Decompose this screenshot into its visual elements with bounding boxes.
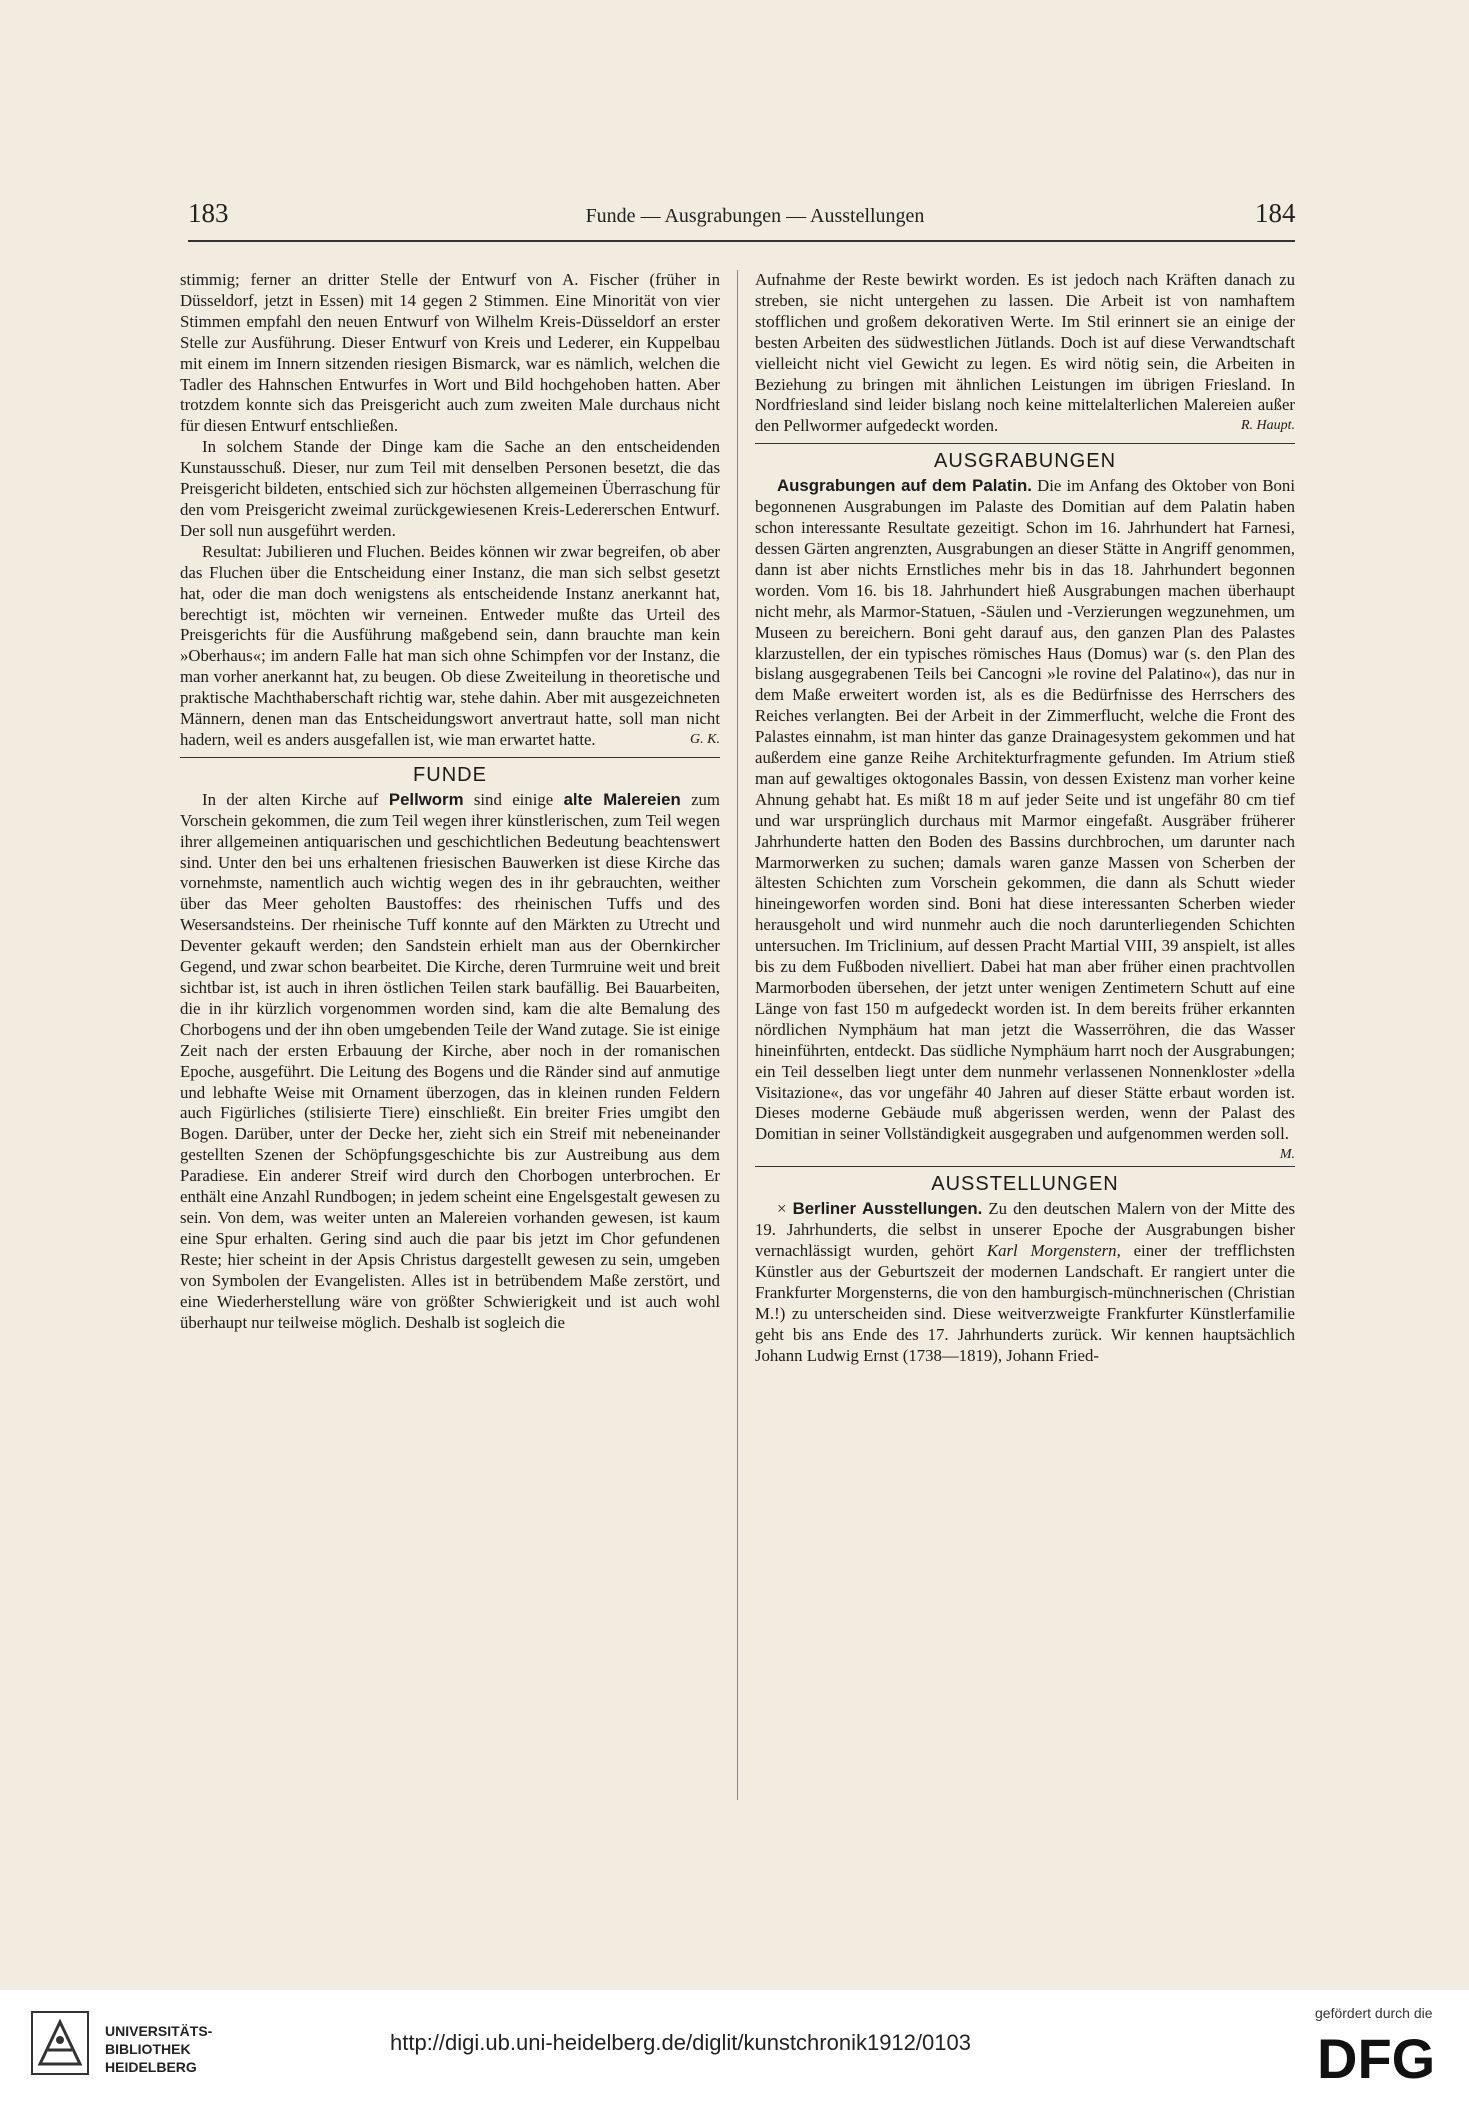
section-title-ausgrabungen: AUSGRABUNGEN <box>933 450 1117 473</box>
paragraph <box>180 542 720 751</box>
author-signature: M. <box>1279 1147 1295 1163</box>
page-number-left: 183 <box>188 198 229 228</box>
text: zum Vorschein gekommen, die zum Teil wegen ihrer künstlerischen, zum Teil wegen ihrer allgemeinen antiquarischen und geschichtlichen Bedeutung beachtenswert sind. Unter den bei uns erhaltenen friesischen Bauwerken ist diese Kirche das vornehmste, namentlich auch wichtig wegen des in ihr gebrauchten, weither über das Meer geholten Baustoffes: des rheinischen Tuffs und des Wesersandsteins. Der rheinische Tuff konnte auf den Märkten zu Utrecht und Deventer gekauft werden; den Sandstein erhielt man aus der Obernkircher Gegend, und zwar schon bearbeitet. Die Kirche, deren Turmruine weit und breit sichtbar ist, ist auch in ihren östlichen Teilen stark baufällig. Bei Bauarbeiten, die in ihr kürzlich vorgenommen worden sind, kam die alte Bemalung des Chorbogens und der ihn oben umgebenden Teile der Wand zutage. Sie ist einige Zeit nach der ersten Erbauung der Kirche, aber noch in der romanischen Epoche, ausgeführt. Die Leitung des Bogens und die Ränder sind auf anmutige und lebhafte Weise mit Ornament überzogen, das in kleinen runden Feldern auch Figürliches (stilisierte Tiere) einschließt. Ein breiter Fries umgibt den Bogen. Darüber, unter der Decke her, zieht sich ein Streif mit nebeneinander gestellten Szenen der Schöpfungsgeschichte bis zur Austreibung aus dem Paradiese. Ein anderer Streif wird durch den Chorbogen unterbrochen. Er enthält eine Anzahl Rundbogen; in jedem scheint eine Engelsgestalt gewesen zu sein. Von dem, was weiter unten an Malereien vorhanden gewesen, ist kaum eine Spur erhalten. Gering sind auch die paar bis jetzt im Chor gefundenen Reste; hier scheint in der Apsis Christus dargestellt gewesen zu sein, umgeben von Symbolen der Evangelisten. Alles ist in betrübendem Maße zerstört, und eine Wiederherstellung wäre von größter Schwierigkeit und ist auch wohl überhaupt nur teilweise möglich. Deshalb ist sogleich die <box>180 789 720 1332</box>
running-title: Funde — Ausgrabungen — Ausstellungen <box>585 205 925 227</box>
paragraph <box>755 1199 1295 1366</box>
paragraph: In solchem Stande der Dinge kam die Sache an den entscheidenden Kunstausschuß. Dieser, nur zum Teil mit denselben Personen besetzt, die das Preisgericht bildeten, entschied sich zur höchsten allgemeinen Überraschung für den vom Preisgericht zweimal zurückgewiesenen Kreis-Ledererschen Entwurf. Der soll nun ausgeführt werden. <box>180 437 720 540</box>
column-rule <box>737 270 738 1800</box>
library-name-line: UNIVERSITÄTS- <box>105 2023 213 2039</box>
paragraph <box>755 476 1295 1163</box>
text: Zu den deutschen Malern von der Mitte des 19. Jahrhunderts, die selbst in unserer Epoche der Ausgrabungen bisher vernachlässigt wurden, gehört <box>755 1199 1295 1260</box>
article-heading: Berliner Ausstellungen. <box>792 1199 983 1219</box>
keyword: alte Malereien <box>563 789 681 809</box>
section-title-ausstellungen: AUSSTELLUNGEN <box>931 1173 1119 1196</box>
text: sind einige <box>473 789 554 809</box>
author-signature: R. Haupt. <box>1240 418 1295 434</box>
text: In der alten Kirche auf <box>202 789 379 809</box>
funded-by-label: gefördert durch die <box>1315 2005 1433 2021</box>
text: einer der trefflichsten Künstler aus der Geburtszeit der modernen Landschaft. Er rangiert unter die Frankfurter Morgensterns, die von den hamburgisch-münchnerischen (Christian M.!) zu unterscheiden sind. Diese weitverzweigte Frankfurter Künstlerfamilie geht bis ans Ende des 17. Jahrhunderts zurück. Wir kennen hauptsächlich Johann Ludwig Ernst (1738—1819), Johann Fried- <box>755 1240 1296 1365</box>
section-divider <box>755 1166 1295 1167</box>
cross-mark-icon: × <box>777 1199 787 1219</box>
document-url-link[interactable]: http://digi.ub.uni-heidelberg.de/diglit/kunstchronik1912/0103 <box>390 2030 971 2055</box>
section-title-funde: FUNDE <box>413 763 487 786</box>
header-rule <box>188 240 1295 242</box>
paragraph-text: Aufnahme der Reste bewirkt worden. Es ist jedoch nach Kräften danach zu streben, sie nicht untergehen zu lassen. Die Arbeit ist von namhaftem stofflichen und großem dekorativen Werte. Im Stil erinnert sie an einige der besten Arbeiten des südwestlichen Jütlands. Doch ist auf diese Verwandtschaft vielleicht nicht viel Gewicht zu legen. Es wird nötig sein, die Arbeiten in Beziehung zu bringen mit ähnlichen Leistungen im übrigen Friesland. In Nordfriesland sind leider bislang noch keine mittelalterlichen Malereien außer den Pellwormer aufgedeckt worden. <box>755 270 1295 436</box>
dfg-logo-icon <box>1315 2028 1443 2086</box>
article-heading: Ausgrabungen auf dem Palatin. <box>777 476 1032 496</box>
section-divider <box>755 443 1295 444</box>
left-column <box>180 270 720 1333</box>
section-divider <box>180 757 720 758</box>
university-library-logo-icon <box>30 2010 90 2076</box>
paragraph <box>180 790 720 1334</box>
paragraph <box>755 270 1295 437</box>
library-name-line: HEIDELBERG <box>105 2059 197 2075</box>
paragraph-text: Die im Anfang des Oktober von Boni begonnenen Ausgrabungen im Palaste des Domitian auf dem Palatin haben schon interessante Resultate gezeitigt. Schon im 16. Jahrhundert hat Farnesi, dessen Gärten angrenzten, Ausgrabungen an dieser Stätte in Angriff genommen, dann ist aber nichts Ernstliches mehr bis in das 18. Jahrhundert begonnen worden. Vom 16. bis 18. Jahrhundert hieß Ausgrabungen machen überhaupt nicht mehr, als Marmor-Statuen, -Säulen und -Verzierungen wegzunehmen, um Museen zu bereichern. Boni geht darauf aus, den ganzen Plan des Palastes klarzustellen, der ein typisches römisches Haus (Domus) war (s. den Plan des bislang ausgegrabenen Teils bei Cancogni »le rovine del Palatino«), das nur in dem Maße erweitert worden ist, als es die Bedürfnisse des Herrschers des Reiches verlangten. Bei der Arbeit in der Zimmerflucht, welche die Front des Palastes einnahm, ist man hinter das ganze Drainagesystem gekommen und hat außerdem eine ganze Reihe Architekturfragmente gefunden. Im Atrium stieß man auf gewaltiges oktogonales Bassin, von dessen Existenz man vorher keine Ahnung gehabt hat. Es mißt 18 m auf jeder Seite und ist ungefähr 80 cm tief und war ursprünglich durchaus mit Marmor eingefaßt. Ausgräber früherer Jahrhunderte hatten den Boden des Bassins durchbrochen, um darunter nach Marmorwerken zu suchen; damals waren ganze Massen von Scherben der ältesten Schichten zum Vorschein gekommen, die dann als Schutt wieder hineingeworfen worden sind. Boni hat diese interessanten Scherben wieder herausgeholt und wird nunmehr auch die noch darunterliegenden Schichten untersuchen. Im Triclinium, auf dessen Pracht Martial VIII, 39 anspielt, ist alles bis zu dem Fußboden nivelliert. Dabei hat man aber früher einen prachtvollen Marmorboden übersehen, der jetzt unter wenigen Zentimetern Schutt auf eine Länge von fast 150 m aufgedeckt worden ist. In dem bereits früher erkannten nördlichen Nymphäum hat man jetzt die Wasserröhren, die das Wasser hineinführten, entdeckt. Das südliche Nymphäum harrt noch der Ausgrabungen; ein Teil desselben liegt unter dem nunmehr verlassenen Nonnenkloster »della Visitazione«, das vor ungefähr 40 Jahren auf dieser Stätte erbaut worden ist. Dieses moderne Gebäude muß abgerissen werden, wenn der Palast des Domitian in seiner Vollständigkeit ausgegraben und aufgenommen werden soll. <box>755 476 1295 1144</box>
author-signature: G. K. <box>690 731 720 747</box>
paragraph-text: Resultat: Jubilieren und Fluchen. Beides können wir zwar begreifen, ob aber das Fluchen über die Entscheidung einer Instanz, die man sich selbst gesetzt hat, oder die man doch wenigstens als entscheidende Instanz anerkannt hat, berechtigt ist, möchten wir verneinen. Entweder mußte das Urteil des Preisgerichts für die Ausführung maßgebend sein, dann brauchte man kein »Oberhaus«; im andern Falle hat man sich ohne Schimpfen vor der Instanz, die man vorher anerkannt hat, zu beugen. Ob diese Zweiteilung in theoretische und praktische Machthaberschaft richtig war, stehe dahin. Aber mit ausgezeichneten Männern, denen man das Entscheidungswort anvertraut hatte, soll man nicht hadern, weil es anders ausgefallen ist, wie man erwartet hatte. <box>180 541 720 749</box>
library-name-line: BIBLIOTHEK <box>105 2041 191 2057</box>
dfg-logo-text: DFG <box>1317 2028 1436 2086</box>
footer-bar <box>0 1990 1469 2104</box>
right-column <box>755 270 1295 1366</box>
page-number-right: 184 <box>1255 198 1296 228</box>
keyword: Pellworm <box>388 789 464 809</box>
artist-name: Karl Morgenstern, <box>986 1240 1121 1260</box>
library-name <box>105 2022 212 2076</box>
paragraph: stimmig; ferner an dritter Stelle der Entwurf von A. Fischer (früher in Düsseldorf, jetzt in Essen) mit 14 gegen 2 Stimmen. Eine Minorität von vier Stimmen empfahl den neuen Entwurf von Wilhelm Kreis-Düsseldorf an erster Stelle zur Ausführung. Dieser Entwurf von Kreis und Lederer, ein Kuppelbau mit einem im Innern sitzenden riesigen Bismarck, war es nämlich, welchen die Tadler des Hahnschen Entwurfes in Wort und Bild hochgehoben hatten. Aber trotzdem konnte sich das Preisgericht auch zum zweiten Male durchaus nicht für diesen Entwurf entschließen. <box>180 270 720 436</box>
